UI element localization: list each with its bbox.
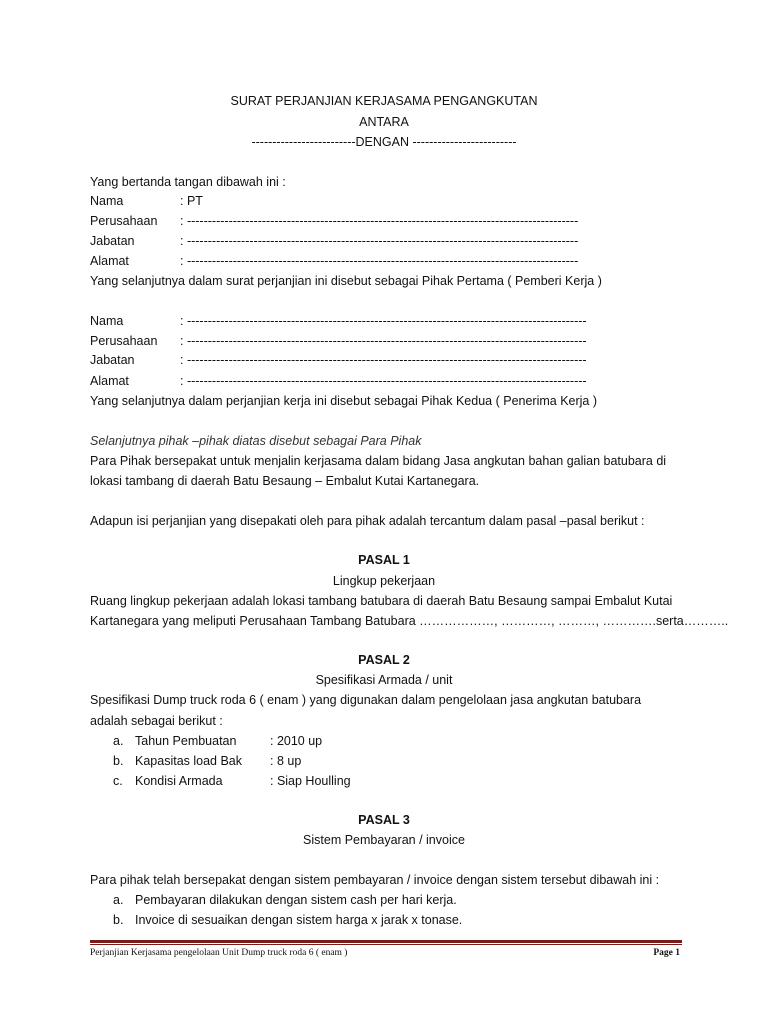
- party1-nama-value: : PT: [180, 194, 203, 208]
- payment-item-text: Invoice di sesuaikan dengan sistem harga x jarak x tonase.: [135, 913, 463, 927]
- title-line-3: -------------------------DENGAN -------------------------: [251, 135, 517, 149]
- party1-alamat-label: Alamat: [90, 254, 129, 268]
- para-pihak-line-1: Para Pihak bersepakat untuk menjalin kerjasama dalam bidang Jasa angkutan bahan galian batubara di: [90, 454, 667, 468]
- para-pihak-italic: Selanjutnya pihak –pihak diatas disebut sebagai Para Pihak: [90, 434, 422, 448]
- footer-title: Perjanjian Kerjasama pengelolaan Unit Dump truck roda 6 ( enam ): [90, 948, 348, 958]
- party1-jabatan-value: : ----------------------------------------------------------------------------------------------: [180, 234, 579, 248]
- spec-item-label: Tahun Pembuatan: [135, 734, 237, 748]
- party2-perusahaan-value: : ------------------------------------------------------------------------------------------------: [180, 334, 587, 348]
- party1-jabatan-label: Jabatan: [90, 234, 135, 248]
- intro-text: Yang bertanda tangan dibawah ini :: [90, 175, 286, 189]
- payment-item-letter: a.: [113, 893, 124, 907]
- pasal2-heading: PASAL 2: [358, 653, 410, 667]
- party1-alamat-value: : ----------------------------------------------------------------------------------------------: [180, 254, 579, 268]
- spec-item-value: : 2010 up: [270, 734, 323, 748]
- pasal1-line-2: Kartanegara yang meliputi Perusahaan Tambang Batubara ………………, …………, ………, ………….serta………..: [90, 614, 729, 628]
- footer-rule-thick: [90, 940, 682, 943]
- spec-item-label: Kondisi Armada: [135, 774, 223, 788]
- party1-designation: Yang selanjutnya dalam surat perjanjian ini disebut sebagai Pihak Pertama ( Pemberi Kerja ): [90, 274, 602, 288]
- party2-alamat-label: Alamat: [90, 374, 129, 388]
- pasal2-line-2: adalah sebagai berikut :: [90, 714, 223, 728]
- pasal3-subheading: Sistem Pembayaran / invoice: [303, 833, 465, 847]
- pasal3-heading: PASAL 3: [358, 813, 410, 827]
- payment-item-letter: b.: [113, 913, 124, 927]
- adapun-text: Adapun isi perjanjian yang disepakati oleh para pihak adalah tercantum dalam pasal –pasal berikut :: [90, 514, 645, 528]
- party1-nama-label: Nama: [90, 194, 124, 208]
- party2-designation: Yang selanjutnya dalam perjanjian kerja ini disebut sebagai Pihak Kedua ( Penerima Kerja ): [90, 394, 598, 408]
- pasal1-subheading: Lingkup pekerjaan: [332, 574, 436, 588]
- spec-item-value: : 8 up: [270, 754, 302, 768]
- pasal2-line-1: Spesifikasi Dump truck roda 6 ( enam ) yang digunakan dalam pengelolaan jasa angkutan batubara: [90, 693, 642, 707]
- payment-item-text: Pembayaran dilakukan dengan sistem cash per hari kerja.: [135, 893, 457, 907]
- pasal3-line-1: Para pihak telah bersepakat dengan sistem pembayaran / invoice dengan sistem tersebut dibawah ini :: [90, 873, 660, 887]
- title-line-2: ANTARA: [359, 115, 409, 129]
- party2-jabatan-value: : ------------------------------------------------------------------------------------------------: [180, 353, 587, 367]
- pasal1-line-1: Ruang lingkup pekerjaan adalah lokasi tambang batubara di daerah Batu Besaung sampai Embalut Kutai: [90, 594, 673, 608]
- pasal2-subheading: Spesifikasi Armada / unit: [315, 673, 453, 687]
- title-line-1: SURAT PERJANJIAN KERJASAMA PENGANGKUTAN: [230, 94, 538, 108]
- page-number: Page 1: [653, 948, 680, 958]
- party2-perusahaan-label: Perusahaan: [90, 334, 158, 348]
- spec-item-label: Kapasitas load Bak: [135, 754, 243, 768]
- footer-rule-thin: [90, 944, 682, 945]
- spec-item-letter: a.: [113, 734, 124, 748]
- party1-perusahaan-label: Perusahaan: [90, 214, 158, 228]
- party2-nama-label: Nama: [90, 314, 124, 328]
- spec-item-letter: b.: [113, 754, 124, 768]
- para-pihak-line-2: lokasi tambang di daerah Batu Besaung – Embalut Kutai Kartanegara.: [90, 474, 480, 488]
- pasal1-heading: PASAL 1: [358, 553, 410, 567]
- party1-perusahaan-value: : ----------------------------------------------------------------------------------------------: [180, 214, 579, 228]
- party2-alamat-value: : ------------------------------------------------------------------------------------------------: [180, 374, 587, 388]
- party2-nama-value: : ------------------------------------------------------------------------------------------------: [180, 314, 587, 328]
- spec-item-letter: c.: [113, 774, 123, 788]
- spec-item-value: : Siap Houlling: [270, 774, 351, 788]
- party2-jabatan-label: Jabatan: [90, 353, 135, 367]
